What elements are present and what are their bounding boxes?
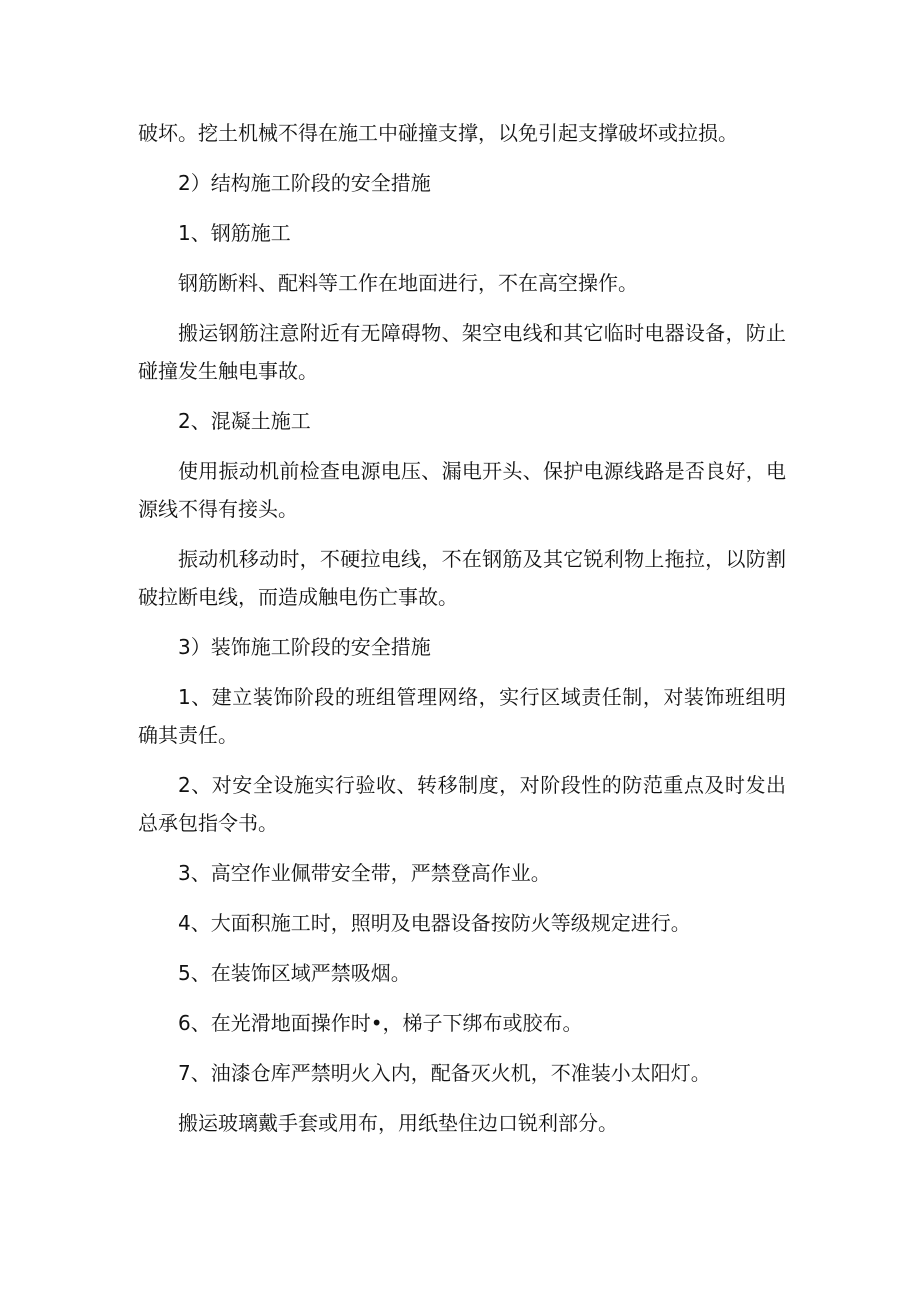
- paragraph-rebar-cutting: 钢筋断料、配料等工作在地面进行，不在高空操作。: [178, 271, 638, 295]
- paragraph-continuation: 破坏。挖土机械不得在施工中碰撞支撑，以免引起支撑破坏或拉损。: [138, 121, 738, 145]
- list-item-7: 7、油漆仓库严禁明火入内，配备灭火机，不准装小太阳灯。: [178, 1061, 711, 1085]
- subheading-concrete: 2、混凝土施工: [178, 409, 311, 433]
- document-body: [138, 114, 786, 1142]
- list-item-5: 5、在装饰区域严禁吸烟。: [178, 961, 411, 985]
- section-heading-structure: 2）结构施工阶段的安全措施: [178, 171, 431, 195]
- paragraph-rebar-transport: 搬运钢筋注意附近有无障碍物、架空电线和其它临时电器设备，防止碰撞发生触电事故。: [138, 321, 786, 383]
- paragraph-glass-transport: 搬运玻璃戴手套或用布，用纸垫住边口锐利部分。: [178, 1111, 618, 1135]
- subheading-rebar: 1、钢筋施工: [178, 221, 291, 245]
- list-item-3: 3、高空作业佩带安全带，严禁登高作业。: [178, 861, 551, 885]
- section-heading-decoration: 3）装饰施工阶段的安全措施: [178, 635, 431, 659]
- list-item-2: 2、对安全设施实行验收、转移制度，对阶段性的防范重点及时发出总承包指令书。: [138, 773, 786, 835]
- paragraph-vibrator-move: 振动机移动时，不硬拉电线，不在钢筋及其它锐利物上拖拉，以防割破拉断电线，而造成触电伤亡事故。: [138, 547, 786, 609]
- list-item-6: 6、在光滑地面操作时•，梯子下绑布或胶布。: [178, 1011, 583, 1035]
- list-item-1: 1、建立装饰阶段的班组管理网络，实行区域责任制，对装饰班组明确其责任。: [138, 685, 786, 747]
- paragraph-vibrator-check: 使用振动机前检查电源电压、漏电开头、保护电源线路是否良好，电源线不得有接头。: [138, 459, 786, 521]
- list-item-4: 4、大面积施工时，照明及电器设备按防火等级规定进行。: [178, 911, 691, 935]
